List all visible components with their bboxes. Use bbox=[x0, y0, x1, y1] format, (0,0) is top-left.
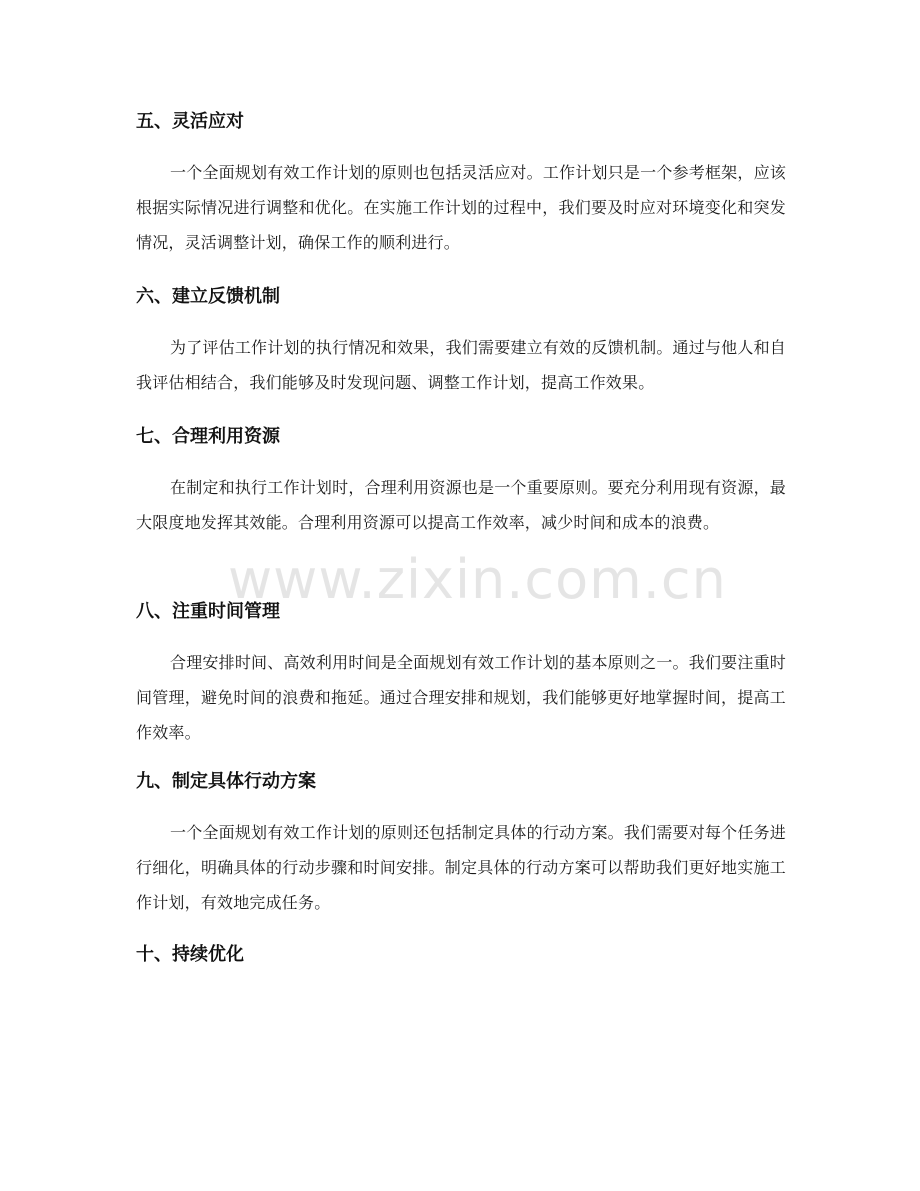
section-heading-5: 五、灵活应对 bbox=[136, 111, 244, 132]
section-paragraph-6: 为了评估工作计划的执行情况和效果，我们需要建立有效的反馈机制。通过与他人和自我评估相结合，我们能够及时发现问题、调整工作计划，提高工作效果。 bbox=[136, 338, 786, 392]
section-paragraph-5: 一个全面规划有效工作计划的原则也包括灵活应对。工作计划只是一个参考框架，应该根据实际情况进行调整和优化。在实施工作计划的过程中，我们要及时应对环境变化和突发情况，灵活调整计划，确保工作的顺利进行。 bbox=[136, 163, 786, 252]
section-heading-6: 六、建立反馈机制 bbox=[136, 286, 280, 307]
section-paragraph-7: 在制定和执行工作计划时，合理利用资源也是一个重要原则。要充分利用现有资源，最大限度地发挥其效能。合理利用资源可以提高工作效率，减少时间和成本的浪费。 bbox=[136, 478, 786, 532]
section-paragraph-9: 一个全面规划有效工作计划的原则还包括制定具体的行动方案。我们需要对每个任务进行细化，明确具体的行动步骤和时间安排。制定具体的行动方案可以帮助我们更好地实施工作计划，有效地完成任务。 bbox=[136, 823, 786, 912]
watermark-text: www.zixin.com.cn bbox=[228, 548, 727, 611]
section-heading-10: 十、持续优化 bbox=[136, 944, 244, 965]
section-heading-9: 九、制定具体行动方案 bbox=[136, 771, 316, 792]
section-heading-8: 八、注重时间管理 bbox=[136, 601, 280, 622]
section-paragraph-8: 合理安排时间、高效利用时间是全面规划有效工作计划的基本原则之一。我们要注重时间管理，避免时间的浪费和拖延。通过合理安排和规划，我们能够更好地掌握时间，提高工作效率。 bbox=[136, 653, 786, 742]
section-heading-7: 七、合理利用资源 bbox=[136, 426, 280, 447]
